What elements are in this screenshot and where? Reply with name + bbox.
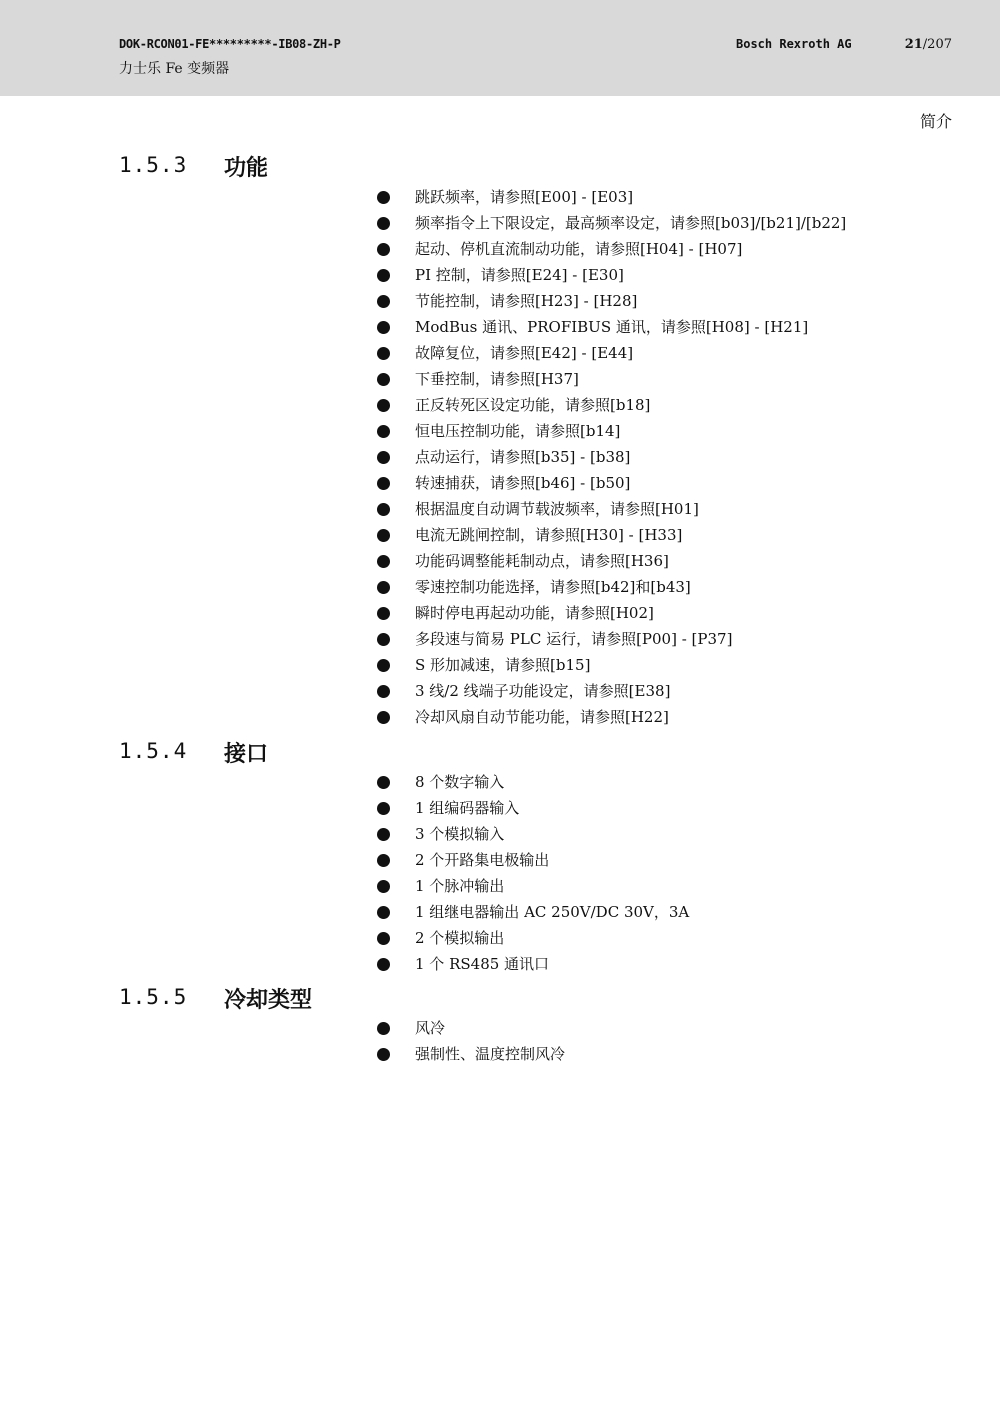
list-item — [0, 679, 1000, 705]
interfaces-list — [0, 770, 1000, 978]
list-item-text: 1 个脉冲输出 — [415, 877, 505, 895]
list-item-text: 跳跃频率，请参照[E00] - [E03] — [415, 188, 634, 206]
list-item — [0, 822, 1000, 848]
list-item-text: 3 个模拟输入 — [415, 825, 505, 843]
bullet-icon — [377, 1048, 390, 1061]
bullet-icon — [377, 828, 390, 841]
bullet-icon — [377, 958, 390, 971]
bullet-icon — [377, 217, 390, 230]
bullet-icon — [377, 685, 390, 698]
list-item-text: 风冷 — [415, 1019, 446, 1037]
list-item — [0, 289, 1000, 315]
bullet-icon — [377, 906, 390, 919]
bullet-icon — [377, 802, 390, 815]
bullet-icon — [377, 295, 390, 308]
page-current: 21 — [904, 37, 923, 52]
bullet-icon — [377, 854, 390, 867]
list-item — [0, 471, 1000, 497]
bullet-icon — [377, 659, 390, 672]
list-item-text: 多段速与简易 PLC 运行，请参照[P00] - [P37] — [415, 630, 733, 648]
list-item-text: 2 个开路集电极输出 — [415, 851, 550, 869]
list-item-text: S 形加减速，请参照[b15] — [415, 656, 591, 674]
bullet-icon — [377, 932, 390, 945]
list-item-text: 根据温度自动调节载波频率，请参照[H01] — [415, 500, 699, 518]
list-item-text: 下垂控制，请参照[H37] — [415, 370, 579, 388]
bullet-icon — [377, 425, 390, 438]
list-item-text: 功能码调整能耗制动点，请参照[H36] — [415, 552, 669, 570]
list-item-text: 8 个数字输入 — [415, 773, 505, 791]
bullet-icon — [377, 776, 390, 789]
bullet-icon — [377, 321, 390, 334]
list-item-text: 电流无跳闸控制，请参照[H30] - [H33] — [415, 526, 683, 544]
bullet-icon — [377, 451, 390, 464]
section-title: 接口 — [224, 742, 269, 767]
list-item — [0, 523, 1000, 549]
document-id: DOK-RCON01-FE*********-IB08-ZH-P — [119, 37, 341, 51]
list-item — [0, 874, 1000, 900]
list-item-text: 恒电压控制功能，请参照[b14] — [415, 422, 621, 440]
list-item-text: 瞬时停电再起动功能，请参照[H02] — [415, 604, 654, 622]
list-item — [0, 770, 1000, 796]
list-item — [0, 445, 1000, 471]
page-total: /207 — [922, 37, 952, 52]
page-number — [905, 37, 952, 52]
list-item — [0, 796, 1000, 822]
list-item — [0, 601, 1000, 627]
functions-list — [0, 185, 1000, 731]
bullet-icon — [377, 373, 390, 386]
bullet-icon — [377, 529, 390, 542]
list-item — [0, 341, 1000, 367]
list-item-text: 1 组继电器输出 AC 250V/DC 30V，3A — [415, 903, 690, 921]
section-number: 1.5.5 — [119, 985, 188, 1009]
bullet-icon — [377, 269, 390, 282]
list-item — [0, 185, 1000, 211]
bullet-icon — [377, 607, 390, 620]
list-item-text: 1 个 RS485 通讯口 — [415, 955, 550, 973]
list-item — [0, 419, 1000, 445]
list-item — [0, 549, 1000, 575]
list-item — [0, 848, 1000, 874]
list-item-text: 起动、停机直流制动功能，请参照[H04] - [H07] — [415, 240, 743, 258]
bullet-icon — [377, 243, 390, 256]
list-item — [0, 263, 1000, 289]
cooling-list — [0, 1016, 1000, 1068]
list-item-text: 节能控制，请参照[H23] - [H28] — [415, 292, 638, 310]
list-item-text: ModBus 通讯、PROFIBUS 通讯，请参照[H08] - [H21] — [415, 318, 809, 336]
list-item — [0, 1016, 1000, 1042]
list-item — [0, 627, 1000, 653]
company-name: Bosch Rexroth AG — [736, 37, 852, 51]
list-item — [0, 393, 1000, 419]
page-header — [0, 0, 1000, 96]
list-item-text: 故障复位，请参照[E42] - [E44] — [415, 344, 634, 362]
list-item — [0, 653, 1000, 679]
list-item-text: PI 控制，请参照[E24] - [E30] — [415, 266, 624, 284]
list-item-text: 冷却风扇自动节能功能，请参照[H22] — [415, 708, 669, 726]
bullet-icon — [377, 477, 390, 490]
section-number: 1.5.4 — [119, 739, 188, 763]
list-item-text: 强制性、温度控制风冷 — [415, 1045, 566, 1063]
list-item-text: 转速捕获，请参照[b46] - [b50] — [415, 474, 631, 492]
list-item-text: 零速控制功能选择，请参照[b42]和[b43] — [415, 578, 691, 596]
bullet-icon — [377, 633, 390, 646]
list-item — [0, 926, 1000, 952]
bullet-icon — [377, 581, 390, 594]
list-item — [0, 315, 1000, 341]
section-title: 冷却类型 — [224, 988, 313, 1013]
bullet-icon — [377, 399, 390, 412]
list-item-text: 2 个模拟输出 — [415, 929, 505, 947]
bullet-icon — [377, 347, 390, 360]
bullet-icon — [377, 1022, 390, 1035]
list-item-text: 正反转死区设定功能，请参照[b18] — [415, 396, 651, 414]
list-item — [0, 705, 1000, 731]
list-item — [0, 367, 1000, 393]
list-item-text: 点动运行，请参照[b35] - [b38] — [415, 448, 631, 466]
list-item — [0, 900, 1000, 926]
list-item-text: 1 组编码器输入 — [415, 799, 520, 817]
bullet-icon — [377, 555, 390, 568]
bullet-icon — [377, 880, 390, 893]
section-title: 功能 — [224, 156, 269, 181]
chapter-title: 简介 — [919, 112, 952, 131]
list-item — [0, 497, 1000, 523]
list-item — [0, 1042, 1000, 1068]
bullet-icon — [377, 191, 390, 204]
bullet-icon — [377, 711, 390, 724]
list-item-text: 3 线/2 线端子功能设定，请参照[E38] — [415, 682, 671, 700]
section-number: 1.5.3 — [119, 153, 188, 177]
list-item-text: 频率指令上下限设定，最高频率设定，请参照[b03]/[b21]/[b22] — [415, 214, 847, 232]
list-item — [0, 952, 1000, 978]
product-name: 力士乐 Fe 变频器 — [119, 61, 230, 77]
list-item — [0, 237, 1000, 263]
bullet-icon — [377, 503, 390, 516]
list-item — [0, 211, 1000, 237]
list-item — [0, 575, 1000, 601]
